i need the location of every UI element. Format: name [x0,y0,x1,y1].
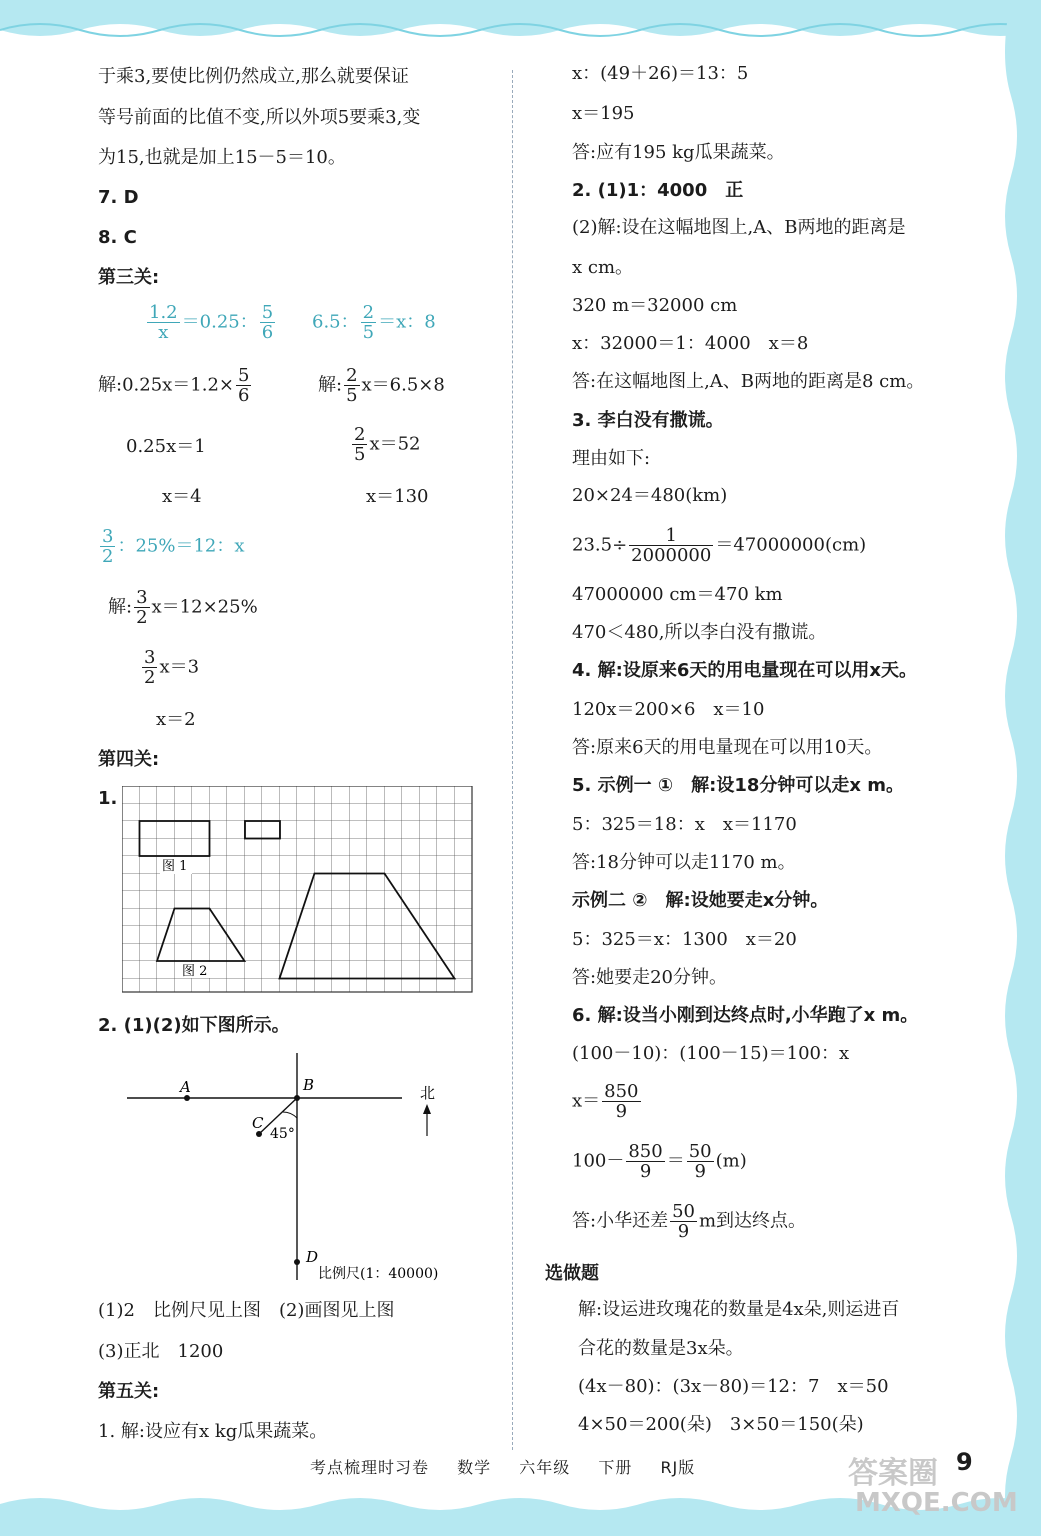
section-5-heading: 第五关: [98,1381,160,1402]
r-line-24: 答:她要走20分钟。 [572,967,727,988]
footer [310,1455,717,1478]
r-line-9: 答:在这幅地图上,A、B两地的距离是8 cm。 [572,371,925,392]
optional-heading: 选做题 [545,1263,599,1284]
point-d-label: D [306,1248,319,1266]
answer-8: 8. C [98,227,137,248]
r-line-12: 20×24＝480(km) [572,485,728,506]
page-number: 9 [956,1448,973,1476]
question-2: 2. (1)(2)如下图所示。 [98,1015,290,1036]
answer-7: 7. D [98,187,139,208]
r-line-8: x：32000＝1：4000 x＝8 [572,333,809,354]
r-line-4: 2. (1)1：4000 正 [572,180,744,201]
solve-3-step-3: x＝2 [156,709,196,730]
r-line-16: 4. 解:设原来6天的用电量现在可以用x天。 [572,660,917,681]
footer-book: 考点梳理时习卷 [310,1458,430,1477]
r-line-29: 答:小华还差 $\frac{50}{9}$ m到达终点。 [572,1201,807,1242]
intro-line-2: 等号前面的比值不变,所以外项5要乘3,变 [98,107,421,128]
r-line-7: 320 m＝32000 cm [572,295,738,316]
equation-2: 6.5： $\frac{2}{5}$ ＝x：8 [312,302,436,343]
footer-grade: 六年级 [519,1458,571,1477]
figure-1-label: 图 1 [162,859,188,874]
column-divider [512,70,513,1450]
grid-figure [122,786,474,994]
r-line-23: 5：325＝x：1300 x＝20 [572,929,797,950]
footer-volume: 下册 [598,1458,633,1477]
watermark-logo: 答案圈 [848,1456,938,1491]
solve-1-step-3: x＝4 [162,486,202,507]
direction-diagram [122,1048,482,1288]
point-c-label: C [252,1114,264,1132]
r-line-1: x：(49＋26)＝13：5 [572,63,749,84]
right-wave-border [981,0,1041,1536]
point-b-label: B [303,1076,315,1094]
r-line-17: 120x＝200×6 x＝10 [572,699,765,720]
intro-line-1: 于乘3,要使比例仍然成立,那么就要保证 [98,66,409,87]
scale-label: 比例尺(1：40000) [318,1266,439,1282]
solve-2-step-2: $\frac{2}{5}$ x＝52 [354,424,421,465]
north-label: 北 [420,1084,436,1102]
intro-line-3: 为15,也就是加上15－5＝10。 [98,147,346,168]
r-line-14: 47000000 cm＝470 km [572,584,783,605]
equation-3: $\frac{3}{2}$ ：25%＝12：x [102,526,245,567]
r-line-5: (2)解:设在这幅地图上,A、B两地的距离是 [572,217,906,238]
angle-label: 45° [270,1126,295,1142]
r-line-32: 合花的数量是3x朵。 [578,1338,744,1359]
r-line-26: (100－10)：(100－15)＝100：x [572,1043,850,1064]
r-line-25: 6. 解:设当小刚到达终点时,小华跑了x m。 [572,1005,919,1026]
r-line-11: 理由如下: [572,448,651,469]
footer-subject: 数学 [457,1458,492,1477]
r-line-34: 4×50＝200(朵) 3×50＝150(朵) [578,1414,864,1435]
r-line-10: 3. 李白没有撒谎。 [572,410,724,431]
answer-2-line-2: (3)正北 1200 [98,1341,224,1362]
r-line-33: (4x－80)：(3x－80)＝12：7 x＝50 [578,1376,889,1397]
watermark-url: MXQE.COM [855,1488,1018,1518]
section-3-heading: 第三关: [98,267,160,288]
r-line-13: 23.5÷ $\frac{1}{2000000}$ ＝47000000(cm) [572,525,867,566]
solve-1-step-1: 解:0.25x＝1.2× $\frac{5}{6}$ [98,365,250,406]
r-line-31: 解:设运进玫瑰花的数量是4x朵,则运进百 [578,1299,900,1320]
section-4-heading: 第四关: [98,749,160,770]
solve-3-step-1: 解: $\frac{3}{2}$ x＝12×25% [108,587,258,628]
r-line-18: 答:原来6天的用电量现在可以用10天。 [572,737,883,758]
r-line-6: x cm。 [572,257,634,278]
point-a-label: A [180,1078,191,1096]
r-line-19: 5. 示例一 ① 解:设18分钟可以走x m。 [572,775,905,796]
r-line-22: 示例二 ② 解:设她要走x分钟。 [572,890,829,911]
r-line-20: 5：325＝18：x x＝1170 [572,814,797,835]
footer-edition: RJ版 [660,1458,696,1477]
solve-2-step-3: x＝130 [366,486,429,507]
solve-3-step-2: $\frac{3}{2}$ x＝3 [144,647,200,688]
question-1-label: 1. [98,788,118,809]
solve-2-step-1: 解: $\frac{2}{5}$ x＝6.5×8 [318,365,445,406]
figure-2-label: 图 2 [182,964,208,979]
top-wave-border [0,0,1041,62]
r-line-21: 答:18分钟可以走1170 m。 [572,852,796,873]
r-line-27: x＝ $\frac{850}{9}$ [572,1081,639,1122]
r-line-28: 100－ $\frac{850}{9}$ ＝ $\frac{50}{9}$ (m) [572,1141,747,1182]
r-line-15: 470＜480,所以李白没有撒谎。 [572,622,827,643]
equation-1: $\frac{1.2}{x}$ ＝0.25： $\frac{5}{6}$ [149,302,274,343]
r-line-2: x＝195 [572,103,635,124]
solve-1-step-2: 0.25x＝1 [126,436,206,457]
r-line-3: 答:应有195 kg瓜果蔬菜。 [572,142,785,163]
section-5-q1: 1. 解:设应有x kg瓜果蔬菜。 [98,1421,328,1442]
answer-2-line-1: (1)2 比例尺见上图 (2)画图见上图 [98,1300,395,1321]
